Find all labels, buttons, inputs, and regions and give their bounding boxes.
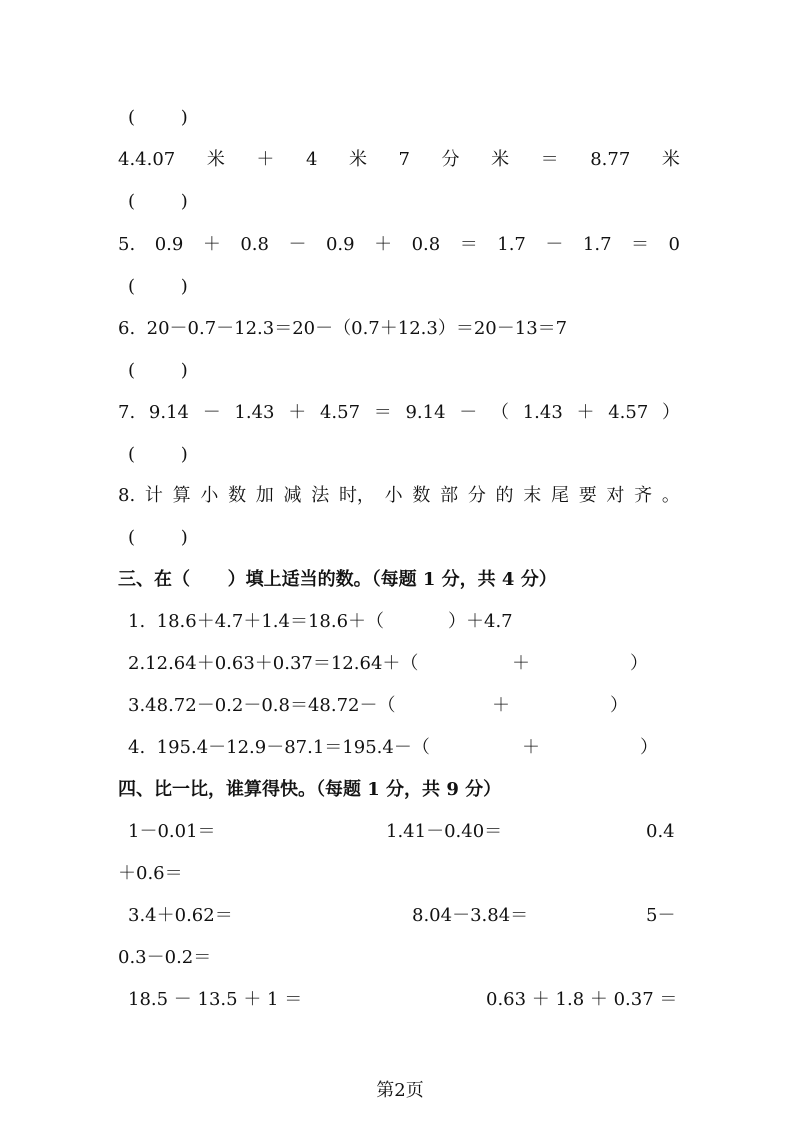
problem: 18.5 － 13.5 ＋ 1 ＝ <box>128 989 303 1010</box>
token: 8. <box>118 485 136 506</box>
problem: 0.63 ＋ 1.8 ＋ 0.37 ＝ <box>486 989 678 1010</box>
token: 4.57 <box>319 402 361 423</box>
token: 0.8 <box>411 234 441 255</box>
token: 尾 <box>550 485 569 506</box>
token: 1.43 <box>522 402 563 423</box>
token: ＋ <box>202 234 221 255</box>
token: 要 <box>578 485 597 506</box>
token: ＋ <box>576 402 595 423</box>
token: 1.7 <box>582 234 612 255</box>
token: 1.43 <box>234 402 275 423</box>
item-right: ） <box>630 653 648 674</box>
token: 数 <box>228 485 247 506</box>
token: 0.8 <box>240 234 269 255</box>
item-mid: ＋ <box>512 653 530 674</box>
token: ） <box>662 402 680 423</box>
answer-paren: ( ) <box>128 107 188 128</box>
token: － <box>459 402 478 423</box>
token: 0 <box>668 234 680 255</box>
token: ＋ <box>374 234 393 255</box>
problem: 1－0.01＝ <box>128 821 216 842</box>
token: 对 <box>606 485 625 506</box>
token: ＝ <box>459 234 478 255</box>
token: 小 <box>200 485 219 506</box>
token: 4.57 <box>608 402 649 423</box>
token: ＋ <box>256 149 275 170</box>
token: ＝ <box>631 234 650 255</box>
token: 4.4.07 <box>118 149 176 170</box>
token: 1.7 <box>497 234 526 255</box>
token: － <box>288 234 307 255</box>
token: 法 <box>311 485 330 506</box>
item-right: ）＋4.7 <box>448 611 513 632</box>
token: 7. <box>118 402 136 423</box>
item-left: 1. 18.6＋4.7＋1.4＝18.6＋（ <box>128 611 385 632</box>
token: － <box>545 234 564 255</box>
question-4 <box>118 148 680 172</box>
question-8 <box>118 484 680 508</box>
token: 米 <box>491 149 510 170</box>
token: 齐 <box>634 485 653 506</box>
item-mid: ＋ <box>492 695 510 716</box>
token: 8.77 <box>590 149 631 170</box>
item-right: ） <box>640 737 658 758</box>
problem: 8.04－3.84＝ <box>412 905 529 926</box>
answer-paren: ( ) <box>128 191 188 212</box>
item-left: 3.48.72－0.2－0.8＝48.72－（ <box>128 695 396 716</box>
answer-paren: ( ) <box>128 360 188 381</box>
token: 小 <box>384 485 403 506</box>
answer-paren: ( ) <box>128 527 188 548</box>
token: 数 <box>412 485 431 506</box>
page-number: 第2页 <box>376 1080 424 1101</box>
token: ＝ <box>540 149 559 170</box>
token: 4 <box>305 149 318 170</box>
token: 末 <box>523 485 542 506</box>
token: 计 <box>144 485 163 506</box>
answer-paren: ( ) <box>128 276 188 297</box>
token: 5. <box>118 234 136 255</box>
token: 0.9 <box>325 234 355 255</box>
token: 分 <box>441 149 460 170</box>
token: 。 <box>661 485 680 506</box>
problem: 1.41－0.40＝ <box>386 821 503 842</box>
token: 米 <box>661 149 680 170</box>
question-7 <box>118 401 680 425</box>
question-6: 6. 20－0.7－12.3＝20－（0.7＋12.3）＝20－13＝7 <box>118 318 568 339</box>
token: 0.9 <box>154 234 184 255</box>
problem-continuation: ＋0.6＝ <box>118 863 183 884</box>
problem: 5－ <box>646 905 676 926</box>
token: 9.14 <box>405 402 446 423</box>
token: 9.14 <box>148 402 189 423</box>
token: 的 <box>495 485 514 506</box>
token: 减 <box>283 485 302 506</box>
token: 加 <box>255 485 274 506</box>
token: 7 <box>398 149 410 170</box>
section-4-heading: 四、比一比，谁算得快。（每题 1 分，共 9 分） <box>118 779 502 800</box>
token: 算 <box>172 485 191 506</box>
question-5 <box>118 233 680 257</box>
problem-continuation: 0.3－0.2＝ <box>118 947 212 968</box>
problem: 0.4 <box>646 821 675 842</box>
token: 时， <box>338 485 375 506</box>
token: ＝ <box>373 402 392 423</box>
token: （ <box>490 402 509 423</box>
item-left: 2.12.64＋0.63＋0.37＝12.64＋（ <box>128 653 419 674</box>
item-left: 4. 195.4－12.9－87.1＝195.4－（ <box>128 737 430 758</box>
token: 部 <box>440 485 459 506</box>
section-3-heading: 三、在（ ）填上适当的数。（每题 1 分，共 4 分） <box>118 569 557 590</box>
item-mid: ＋ <box>522 737 540 758</box>
token: ＋ <box>288 402 307 423</box>
answer-paren: ( ) <box>128 444 188 465</box>
token: 米 <box>206 149 225 170</box>
item-right: ） <box>610 695 628 716</box>
token: 分 <box>467 485 486 506</box>
token: 米 <box>348 149 367 170</box>
token: － <box>202 402 221 423</box>
problem: 3.4＋0.62＝ <box>128 905 233 926</box>
